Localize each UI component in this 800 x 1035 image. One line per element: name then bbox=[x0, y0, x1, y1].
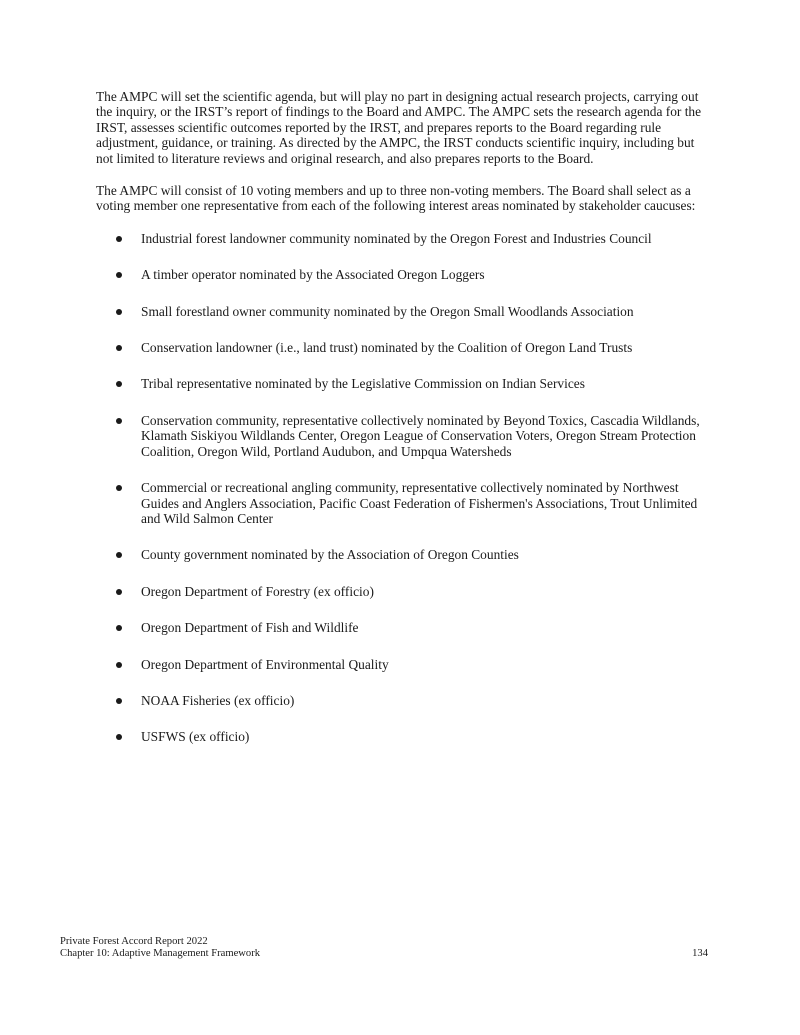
footer-chapter: Chapter 10: Adaptive Management Framework bbox=[60, 948, 261, 960]
paragraph-ampc-agenda: The AMPC will set the scientific agenda, but will play no part in designing actual research projects, carrying out the inquiry, or the IRST’s report of findings to the Board and AMPC. The AMPC sets the research agenda for the IRST, assesses scientific outcomes reported by the IRST, and prepares reports to the Board regarding rule adjustment, guidance, or training. As directed by the AMPC, the IRST conducts scientific inquiry, including but not limited to literature reviews and original research, and also prepares reports to the Board. bbox=[96, 89, 702, 166]
bullet-icon bbox=[116, 589, 122, 595]
list-item-text: Oregon Department of Fish and Wildlife bbox=[141, 620, 359, 636]
bullet-icon bbox=[116, 734, 122, 740]
list-item bbox=[96, 547, 708, 562]
bullet-icon bbox=[116, 236, 122, 242]
list-item bbox=[96, 376, 708, 391]
bullet-icon bbox=[116, 662, 122, 668]
bullet-icon bbox=[116, 485, 122, 491]
list-item bbox=[96, 693, 708, 708]
list-item bbox=[96, 584, 708, 599]
list-item-text: NOAA Fisheries (ex officio) bbox=[141, 692, 295, 708]
bullet-icon bbox=[116, 381, 122, 387]
interest-area-list bbox=[96, 231, 708, 745]
bullet-icon bbox=[116, 309, 122, 315]
bullet-icon bbox=[116, 345, 122, 351]
page-number: 134 bbox=[692, 948, 708, 959]
list-item-text: Commercial or recreational angling community, representative collectively nominated by Northwest Guides and Anglers Association, Pacific Coast Federation of Fishermen's Associations, Trout Unlimited and Wild Salmon Center bbox=[141, 480, 698, 526]
list-item-text: Oregon Department of Environmental Quality bbox=[141, 656, 389, 672]
list-item bbox=[96, 657, 708, 672]
list-item bbox=[96, 480, 708, 526]
list-item bbox=[96, 620, 708, 635]
list-item-text: County government nominated by the Association of Oregon Counties bbox=[141, 547, 519, 563]
bullet-icon bbox=[116, 625, 122, 631]
list-item bbox=[96, 267, 708, 282]
list-item-text: USFWS (ex officio) bbox=[141, 729, 250, 745]
list-item-text: Small forestland owner community nominated by the Oregon Small Woodlands Association bbox=[141, 303, 634, 319]
bullet-icon bbox=[116, 272, 122, 278]
list-item-text: Conservation landowner (i.e., land trust) nominated by the Coalition of Oregon Land Trusts bbox=[141, 340, 633, 356]
bullet-icon bbox=[116, 698, 122, 704]
document-body bbox=[96, 89, 708, 766]
list-item bbox=[96, 340, 708, 355]
list-item bbox=[96, 413, 708, 459]
list-item-text: A timber operator nominated by the Associated Oregon Loggers bbox=[141, 267, 485, 283]
list-item-text: Conservation community, representative collectively nominated by Beyond Toxics, Cascadia Wildlands, Klamath Siskiyou Wildlands Center, Oregon League of Conservation Voters, Oregon Stream Protection Coalition, Oregon Wild, Portland Audubon, and Umpqua Watersheds bbox=[141, 412, 700, 459]
bullet-icon bbox=[116, 418, 122, 424]
footer-report-title: Private Forest Accord Report 2022 bbox=[60, 936, 208, 947]
paragraph-ampc-membership: The AMPC will consist of 10 voting members and up to three non-voting members. The Board shall select as a voting member one representative from each of the following interest areas nominated by stakeholder caucuses: bbox=[96, 183, 696, 214]
list-item bbox=[96, 729, 708, 744]
list-item-text: Oregon Department of Forestry (ex officio) bbox=[141, 583, 374, 599]
list-item bbox=[96, 231, 708, 246]
page-footer bbox=[60, 936, 708, 960]
list-item bbox=[96, 304, 708, 319]
bullet-icon bbox=[116, 552, 122, 558]
list-item-text: Tribal representative nominated by the Legislative Commission on Indian Services bbox=[141, 376, 585, 392]
list-item-text: Industrial forest landowner community nominated by the Oregon Forest and Industries Council bbox=[141, 230, 652, 246]
